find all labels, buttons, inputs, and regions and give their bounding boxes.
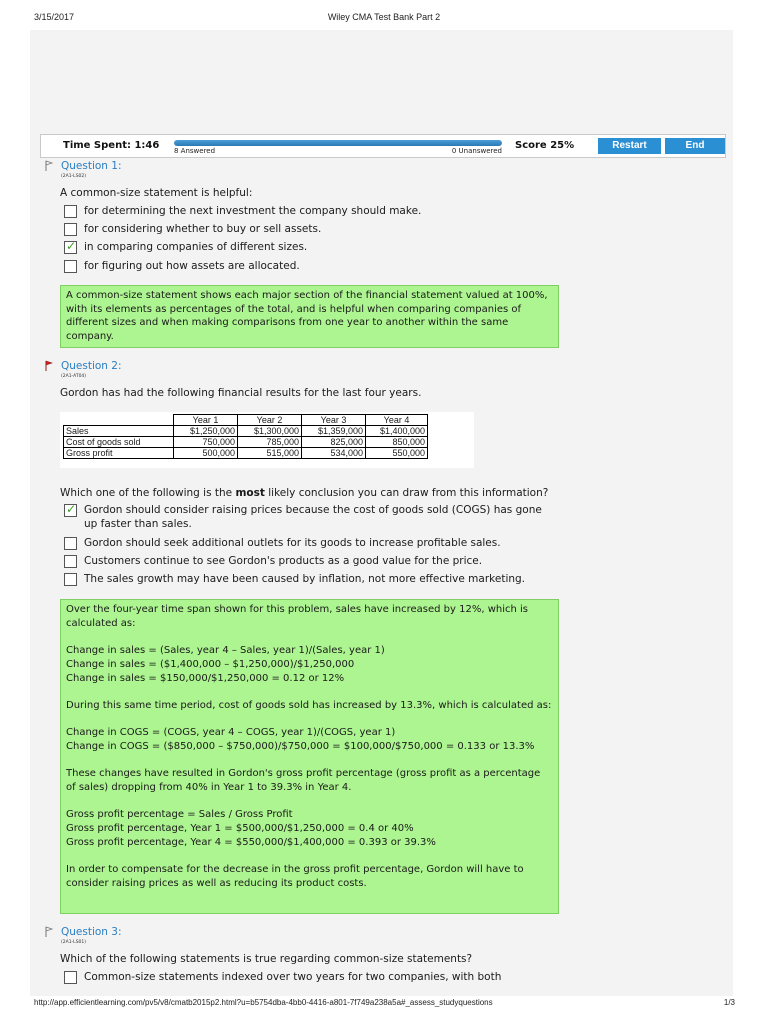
row-label: Sales [64, 426, 174, 437]
end-button[interactable]: End [665, 138, 725, 154]
question-title: Question 1: [61, 160, 122, 172]
answered-count: 8 Answered [174, 147, 216, 155]
page-number: 1/3 [723, 998, 735, 1007]
explanation-formula: Change in sales = (Sales, year 4 – Sales, year 1)/(Sales, year 1) Change in sales = ($1,400,000 – $1,250,000)/$1,250,000 Change in sales = $150,000/$1,250,000 = 0.12 or 12% [66, 645, 385, 684]
table-row [64, 426, 428, 437]
table-header-row [64, 415, 428, 426]
answer-checkbox[interactable] [64, 223, 77, 236]
answer-label: The sales growth may have been caused by inflation, not more effective marketing. [84, 573, 526, 585]
print-title: Wiley CMA Test Bank Part 2 [327, 12, 441, 22]
answer-checkbox[interactable] [64, 971, 77, 984]
progress-indicator [174, 139, 502, 155]
table-cell: $1,300,000 [238, 426, 302, 437]
explanation-paragraph: These changes have resulted in Gordon's gross profit percentage (gross profit as a percentage of sales) dropping from 40% in Year 1 to 39.3% in Year 4. [66, 768, 541, 794]
question-text: A common-size statement is helpful: [60, 187, 253, 199]
answer-checkbox[interactable] [64, 555, 77, 568]
answer-label: Gordon should consider raising prices because the cost of goods sold (COGS) has gone up faster than sales. [84, 504, 542, 530]
table-header-cell: Year 1 [174, 415, 238, 426]
table-row [64, 437, 428, 448]
restart-button[interactable]: Restart [598, 138, 661, 154]
question-code: (2A1-LS01) [61, 940, 87, 945]
table-cell: 825,000 [302, 437, 366, 448]
answer-label: for figuring out how assets are allocated. [84, 260, 300, 272]
answer-checkbox[interactable] [64, 537, 77, 550]
score: Score 25% [515, 140, 575, 151]
print-date: 3/15/2017 [34, 12, 75, 22]
table-cell: 850,000 [366, 437, 428, 448]
prompt-text: Which one of the following is the [60, 487, 236, 499]
answer-label: for considering whether to buy or sell assets. [84, 223, 322, 235]
quiz-status-bar [40, 134, 726, 158]
table-cell: $1,400,000 [366, 426, 428, 437]
table-header-cell: Year 4 [366, 415, 428, 426]
financial-results-table [60, 412, 474, 468]
answer-label: Customers continue to see Gordon's products as a good value for the price. [84, 555, 483, 567]
answer-label: Gordon should seek additional outlets for its goods to increase profitable sales. [84, 537, 501, 549]
answer-checkbox[interactable] [64, 504, 77, 517]
prompt-text: likely conclusion you can draw from this information? [264, 487, 549, 499]
answer-checkbox[interactable] [64, 573, 77, 586]
question-title: Question 2: [61, 360, 122, 372]
explanation-paragraph: During this same time period, cost of goods sold has increased by 13.3%, which is calculated as: [66, 699, 552, 711]
print-footer [0, 998, 768, 1012]
table-cell: 534,000 [302, 448, 366, 459]
print-header [0, 12, 768, 26]
table-cell: 750,000 [174, 437, 238, 448]
flag-icon[interactable] [44, 926, 54, 938]
explanation-paragraph: A common-size statement shows each major section of the financial statement valued at 100%, with its elements as percentages of the total, and is helpful when comparing companies of different sizes and when making comparisons from one year to another within the same company. [66, 290, 548, 343]
answer-label: in comparing companies of different sizes. [84, 241, 308, 253]
explanation-paragraph: Over the four-year time span shown for this problem, sales have increased by 12%, which is calculated as: [66, 604, 528, 629]
table-header-cell: Year 2 [238, 415, 302, 426]
answer-checkbox[interactable] [64, 241, 77, 254]
table-cell: 550,000 [366, 448, 428, 459]
explanation-paragraph: In order to compensate for the decrease in the gross profit percentage, Gordon will have to consider raising prices as well as reducing its product costs. [66, 864, 524, 889]
table-row [64, 448, 428, 459]
answer-label: for determining the next investment the company should make. [84, 205, 422, 217]
answer-explanation [60, 599, 559, 914]
unanswered-count: 0 Unanswered [451, 147, 502, 155]
table-cell: 785,000 [238, 437, 302, 448]
answer-label: Common-size statements indexed over two years for two companies, with both [84, 971, 502, 983]
question-code: (2A1-LS02) [61, 174, 87, 179]
question-code: (2A1-AT04) [61, 374, 87, 379]
table-header-cell: Year 3 [302, 415, 366, 426]
page-url: http://app.efficientlearning.com/pv5/v8/cmatb2015p2.html?u=b5754dba-4bb0-4416-a801-7f749a238a5a#_assess_studyquestions [34, 998, 493, 1007]
row-label: Gross profit [64, 448, 174, 459]
progress-fill [174, 140, 502, 146]
explanation-formula: Change in COGS = (COGS, year 4 – COGS, year 1)/(COGS, year 1) Change in COGS = ($850,000 – $750,000)/$750,000 = $100,000/$750,000 = 0.133 or 13.3% [66, 727, 535, 752]
study-questions-page [30, 30, 733, 996]
answer-checkbox[interactable] [64, 260, 77, 273]
question-title: Question 3: [61, 926, 122, 938]
table-cell: 500,000 [174, 448, 238, 459]
prompt-emphasis: most [235, 487, 265, 499]
explanation-formula: Gross profit percentage = Sales / Gross Profit Gross profit percentage, Year 1 = $500,000/$1,250,000 = 0.4 or 40% Gross profit percentage, Year 4 = $550,000/$1,400,000 = 0.393 or 39.3% [66, 809, 436, 848]
progress-track [174, 140, 502, 146]
question-text: Gordon has had the following financial results for the last four years. [60, 387, 422, 399]
row-label: Cost of goods sold [64, 437, 174, 448]
time-spent: Time Spent: 1:46 [63, 140, 160, 151]
question-text: Which of the following statements is true regarding common-size statements? [60, 953, 473, 965]
flag-icon[interactable] [44, 360, 54, 372]
flag-icon[interactable] [44, 160, 54, 172]
answer-checkbox[interactable] [64, 205, 77, 218]
table-cell: $1,250,000 [174, 426, 238, 437]
table-cell: $1,359,000 [302, 426, 366, 437]
answer-explanation [60, 285, 559, 348]
table-cell: 515,000 [238, 448, 302, 459]
question-prompt [60, 487, 548, 499]
